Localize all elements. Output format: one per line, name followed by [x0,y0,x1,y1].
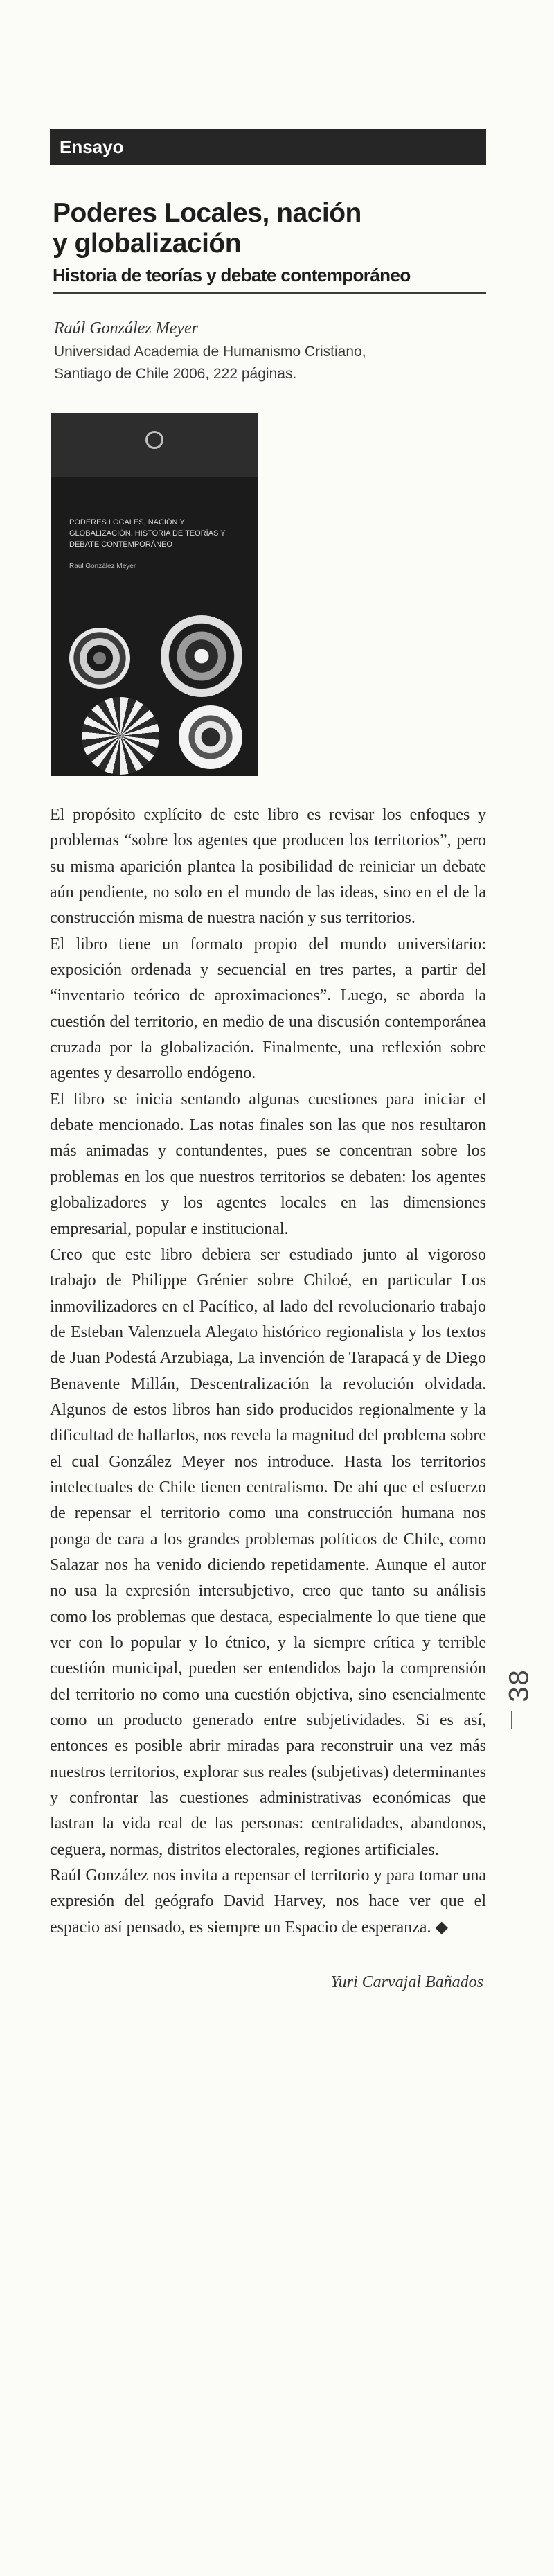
section-header: Ensayo [50,129,486,165]
page-number: 38 [503,1668,535,1702]
body-paragraph: Creo que este libro debiera ser estudiado junto al vigoroso trabajo de Philippe Grénier sobre Chiloé, en particular Los inmovilizadores en el Pacífico, al lado del revolucionario trabajo de Esteban Valenzuela Alegato histórico regionalista y los textos de Juan Podestá Arzubiaga, La invención de Tarapacá y de Diego Benavente Millán, Descentralización la revolución olvidada. Algunos de estos libros han sido producidos regionalmente y la dificultad de hallarlos, nos revela la magnitud del problema sobre el cual González Meyer nos introduce. Hasta los territorios intelectuales de Chile tienen centralismo. De ahí que el esfuerzo de repensar el territorio como una construcción humana nos ponga de cara a los grandes problemas políticos de Chile, como Salazar nos ha venido diciendo repetidamente. Aunque el autor no usa la expresión intersubjetivo, creo que tanto su análisis como los problemas que destaca, especialmente lo que tiene que ver con lo popular y lo étnico, y la siempre crítica y terrible cuestión municipal, pueden ser entendidos bajo la comprensión del territorio no como una cuestión objetiva, sino esencialmente como un producto generado entre subjetividades. Si es así, entonces es posible abrir miradas para reconstruir una vez más nuestros territorios, explorar sus reales (subjetivas) determinantes y confrontar las cuestiones administrativas económicas que lastran la vida real de las personas: centralidades, abandonos, ceguera, normas, distritos electorales, regiones artificiales. [50,1245,486,1859]
page-number-tick [511,1711,512,1729]
body-paragraph: El libro se inicia sentando algunas cuestiones para iniciar el debate mencionado. Las notas finales son las que nos resultaron más animadas y contundentes, pues se concentran sobre los problemas en los que nuestros territorios se debaten: los agentes globalizadores y los agentes locales en las dimensiones empresarial, popular e institucional. [50,1090,486,1238]
cover-disc-icon [82,697,159,775]
article-column [50,129,486,1993]
article-title-line-1: Poderes Locales, nación [53,198,361,228]
article-title [53,198,486,259]
book-publisher-line-1: Universidad Academia de Humanismo Cristiano, [54,344,366,360]
article-body [50,802,486,1941]
book-publisher-line-2: Santiago de Chile 2006, 222 páginas. [54,366,297,382]
title-divider [53,292,486,294]
review-signature: Yuri Carvajal Bañados [330,1973,483,1992]
book-cover-image [51,413,258,776]
body-paragraph: El libro tiene un formato propio del mundo universitario: exposición ordenada y secuencial en tres partes, a partir del “inventario teórico de aproximaciones”. Luego, se aborda la cuestión del territorio, en medio de una discusión contemporánea cruzada por la globalización. Finalmente, una reflexión sobre agentes y desarrollo endógeno. [50,935,486,1083]
body-paragraph: El propósito explícito de este libro es revisar los enfoques y problemas “sobre los agentes que producen los territorios”, pero su misma aparición plantea la posibilidad de reiniciar un debate aún pendiente, no solo en el mundo de las ideas, sino en el de la construcción misma de nuestra nación y sus territorios. [50,806,486,928]
cover-disc-icon [161,615,242,697]
cover-disc-icon [179,705,242,769]
cover-author: Raúl González Meyer [69,563,136,570]
cover-disc-icon [69,628,130,689]
body-paragraph: Raúl González nos invita a repensar el territorio y para tomar una expresión del geógrafo David Harvey, nos hace ver que el espacio así pensado, es siempre un Espacio de esperanza. ◆ [50,1867,486,1937]
article-title-line-2: y globalización [53,229,242,258]
publisher-logo-icon [145,431,163,449]
cover-title: PODERES LOCALES, NACIÓN Y GLOBALIZACIÓN. HISTORIA DE TEORÍAS Y DEBATE CONTEMPORÁNEO [69,518,226,549]
article-subtitle: Historia de teorías y debate contemporáneo [53,265,411,285]
book-author: Raúl González Meyer [54,319,198,337]
cover-title-text [69,517,242,572]
